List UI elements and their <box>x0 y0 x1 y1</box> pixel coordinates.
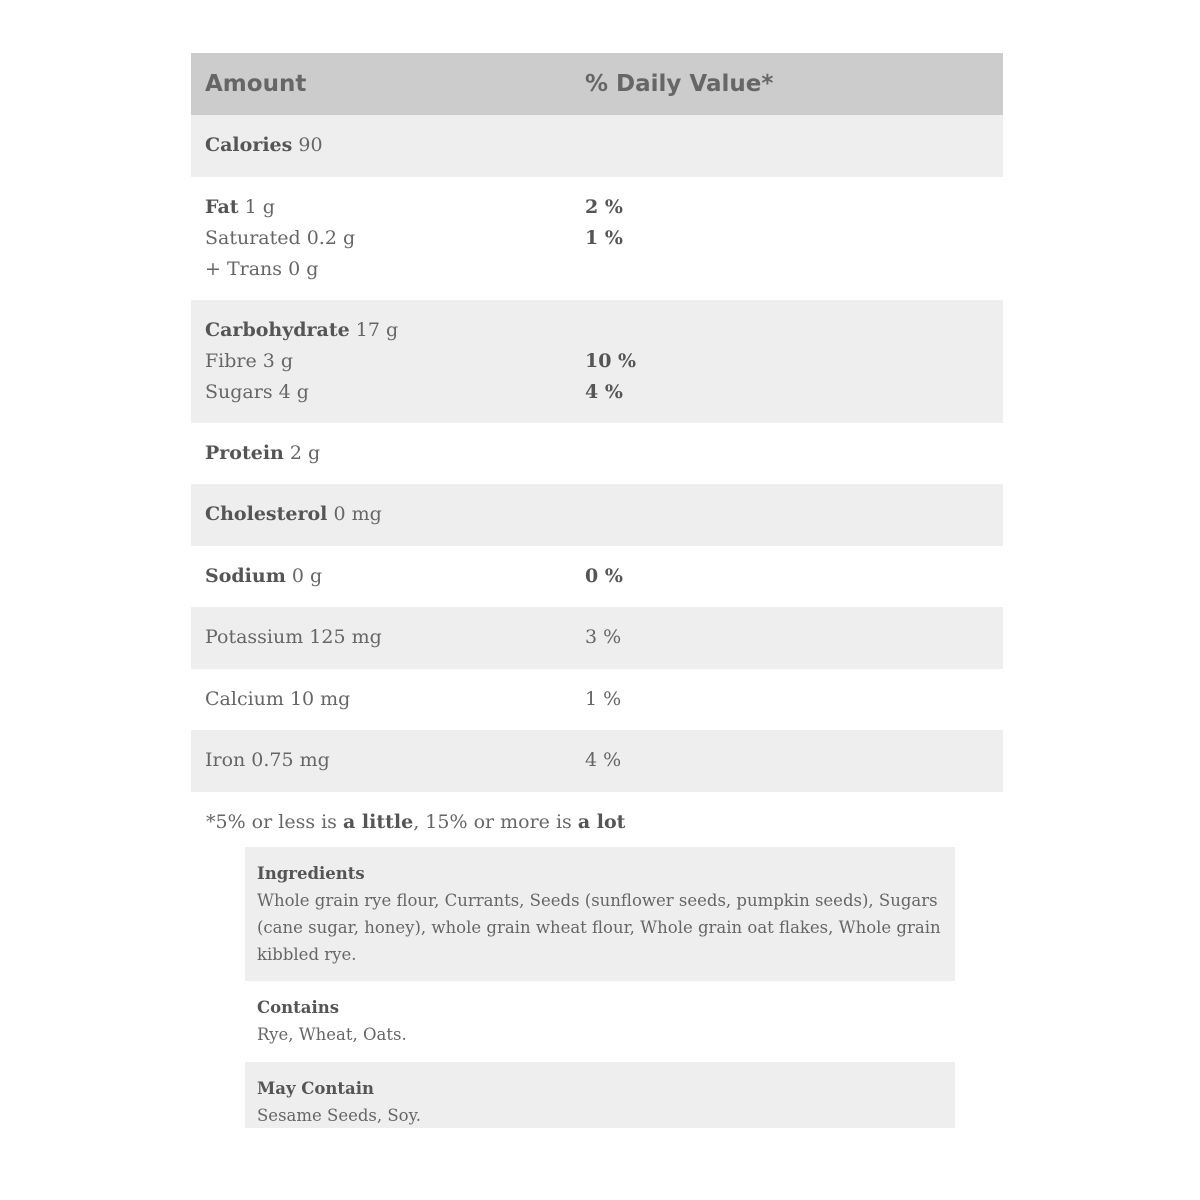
saturated-pct: 1 % <box>585 226 623 249</box>
protein-label: Protein <box>205 441 284 464</box>
may-contain-title: May Contain <box>257 1079 374 1098</box>
fibre-pct: 10 % <box>585 349 637 372</box>
sodium-value: 0 g <box>291 564 323 587</box>
sodium-pct: 0 % <box>585 564 623 587</box>
contains-text: Rye, Wheat, Oats. <box>257 1025 407 1044</box>
sodium-label: Sodium <box>205 564 286 587</box>
calcium-label: Calcium 10 mg <box>205 687 351 710</box>
potassium-pct: 3 % <box>585 626 622 649</box>
trans-label: + Trans 0 g <box>205 257 319 280</box>
footnote-lot: a lot <box>577 811 626 833</box>
daily-value-footnote <box>206 807 625 838</box>
sugars-label: Sugars 4 g <box>205 380 309 403</box>
may-contain-text: Sesame Seeds, Soy. <box>257 1106 421 1125</box>
saturated-label: Saturated 0.2 g <box>205 226 356 249</box>
carbohydrate-label: Carbohydrate <box>205 318 350 341</box>
nutrition-table <box>191 53 1003 792</box>
carbohydrate-value: 17 g <box>355 318 399 341</box>
header-amount: Amount <box>205 71 307 97</box>
contains-block <box>245 981 955 1062</box>
row-protein <box>191 423 1003 485</box>
row-carbohydrate <box>191 300 1003 423</box>
row-sodium <box>191 546 1003 608</box>
row-calcium <box>191 669 1003 731</box>
footnote-prefix: *5% or less is <box>206 811 337 833</box>
ingredients-text: Whole grain rye flour, Currants, Seeds (sunflower seeds, pumpkin seeds), Sugars (cane sugar, honey), whole grain wheat flour, Whole grain oat flakes, Whole grain kibbled rye. <box>257 891 941 964</box>
contains-title: Contains <box>257 998 340 1017</box>
fat-value: 1 g <box>244 195 275 218</box>
row-potassium <box>191 607 1003 669</box>
sugars-pct: 4 % <box>585 380 623 403</box>
table-header <box>191 53 1003 115</box>
cholesterol-label: Cholesterol <box>205 503 328 526</box>
row-fat <box>191 177 1003 300</box>
fibre-label: Fibre 3 g <box>205 349 294 372</box>
footnote-little: a little <box>342 811 414 833</box>
ingredients-block <box>245 847 955 981</box>
protein-value: 2 g <box>289 441 321 464</box>
iron-pct: 4 % <box>585 749 622 772</box>
ingredients-title: Ingredients <box>257 864 365 883</box>
row-calories <box>191 115 1003 177</box>
fat-label: Fat <box>205 195 239 218</box>
header-daily-value: % Daily Value* <box>585 71 774 97</box>
footnote-middle: , 15% or more is <box>413 811 572 833</box>
calcium-pct: 1 % <box>585 687 622 710</box>
calories-value: 90 <box>298 134 323 157</box>
iron-label: Iron 0.75 mg <box>205 749 330 772</box>
potassium-label: Potassium 125 mg <box>205 626 382 649</box>
calories-label: Calories <box>205 134 293 157</box>
may-contain-block <box>245 1062 955 1128</box>
row-iron <box>191 730 1003 792</box>
row-cholesterol <box>191 484 1003 546</box>
cholesterol-value: 0 mg <box>333 503 382 526</box>
fat-pct: 2 % <box>585 195 623 218</box>
